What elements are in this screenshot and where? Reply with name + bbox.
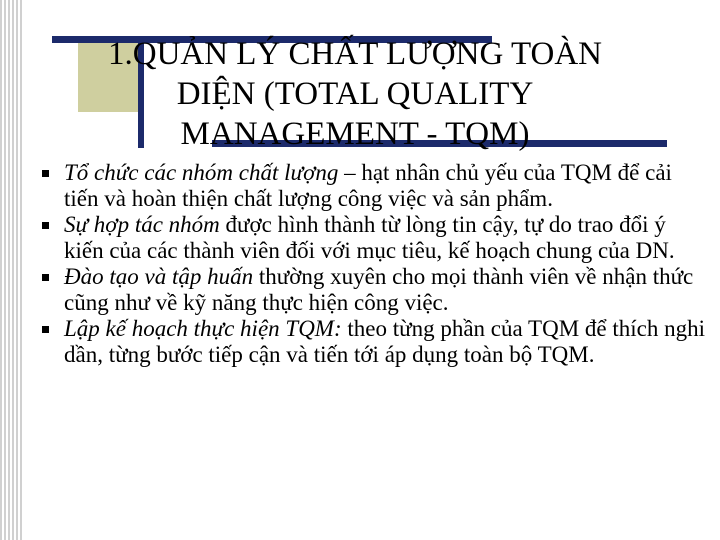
bullet-item-3 <box>38 264 710 316</box>
square-bullet-icon <box>42 222 49 229</box>
bullet-emphasis: Sự hợp tác nhóm <box>64 212 220 237</box>
bullet-emphasis: Tổ chức các nhóm chất lượng <box>64 160 339 185</box>
bullet-item-1 <box>38 160 710 212</box>
square-bullet-icon <box>42 170 49 177</box>
bullet-item-4 <box>38 316 710 368</box>
bullet-list <box>38 160 710 368</box>
bullet-text: được hình thành từ lòng tin cậy, tự do trao đổi ý kiến của các thành viên đối với mục tiêu, kế hoạch chung của DN. <box>64 212 675 263</box>
square-bullet-icon <box>42 326 49 333</box>
bullet-emphasis: Đào tạo và tập huấn <box>64 264 254 289</box>
left-stripe-decoration <box>0 0 24 540</box>
bullet-item-2 <box>38 212 710 264</box>
slide-title: 1.QUẢN LÝ CHẤT LƯỢNG TOÀN DIỆN (TOTAL QUALITY MANAGEMENT - TQM) <box>107 36 603 152</box>
bullet-text: thường xuyên cho mọi thành viên về nhận thức cũng như về kỹ năng thực hiện công việc. <box>64 264 694 315</box>
bullet-text: theo từng phần của TQM để thích nghi dần, từng bước tiếp cận và tiến tới áp dụng toàn bộ TQM. <box>64 316 706 367</box>
bullet-text: – hạt nhân chủ yếu của TQM để cải tiến và hoàn thiện chất lượng công việc và sản phẩm. <box>64 160 672 211</box>
square-bullet-icon <box>42 274 49 281</box>
bullet-emphasis: Lập kế hoạch thực hiện TQM: <box>64 316 342 341</box>
